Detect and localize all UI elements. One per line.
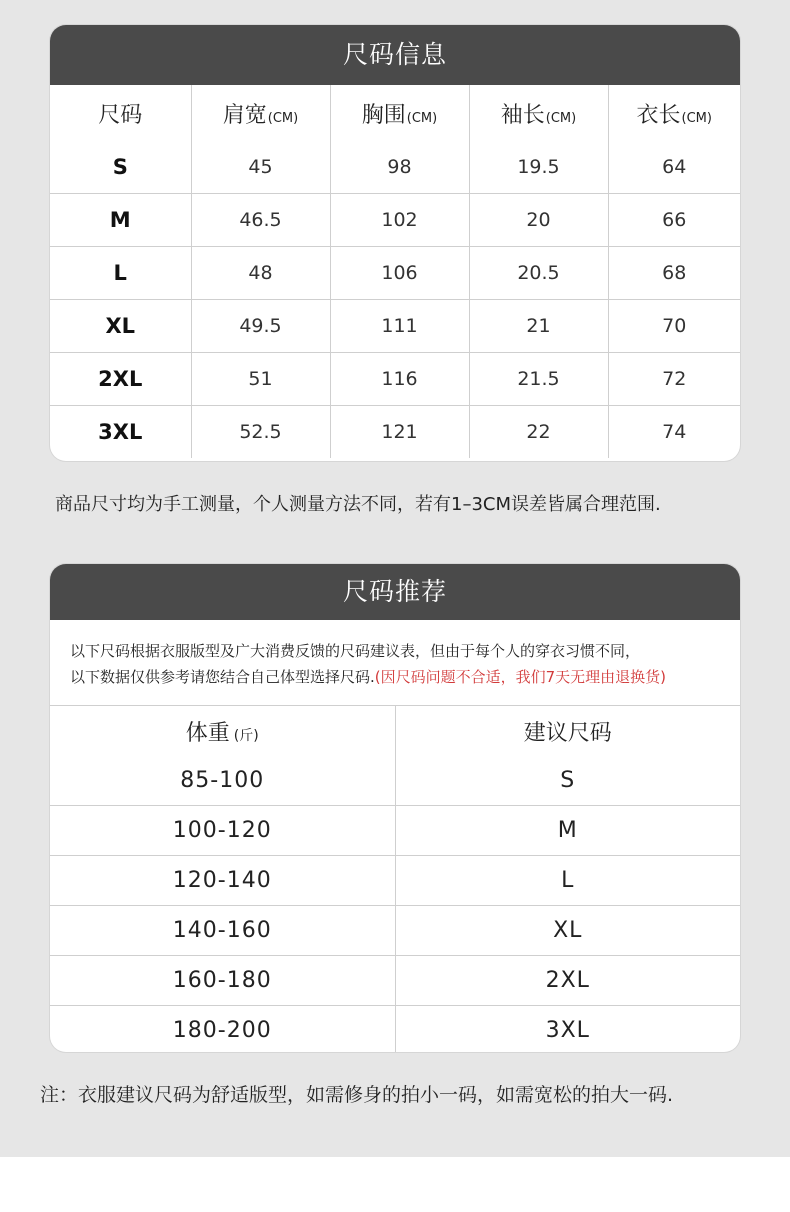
shoulder-cell: 51 <box>191 353 330 406</box>
shoulder-cell: 48 <box>191 247 330 300</box>
length-cell: 74 <box>662 421 687 443</box>
header-suggested-size <box>395 706 740 756</box>
size-cell: S <box>50 141 191 194</box>
weight-cell: 100-120 <box>50 806 395 856</box>
table-row <box>50 756 740 806</box>
table-row <box>50 353 740 406</box>
table-header-row <box>50 85 740 141</box>
sleeve-cell: 21.5 <box>469 353 608 406</box>
size-cell: 3XL <box>50 406 191 459</box>
suggested-size-cell: M <box>395 806 740 856</box>
table-row <box>50 247 740 300</box>
table-row <box>50 806 740 856</box>
header-label: 衣长 <box>636 102 681 128</box>
table-row <box>50 1006 740 1053</box>
weight-cell: 160-180 <box>50 956 395 1006</box>
size-recommend-card <box>50 564 740 1052</box>
suggested-size-cell: 2XL <box>395 956 740 1006</box>
length-cell: 68 <box>608 247 740 300</box>
chest-cell: 102 <box>330 194 469 247</box>
sleeve-cell: 21 <box>469 300 608 353</box>
length-cell: 66 <box>608 194 740 247</box>
header-length <box>608 85 740 141</box>
weight-cell: 85-100 <box>50 756 395 806</box>
chest-cell: 106 <box>330 247 469 300</box>
table-row <box>50 906 740 956</box>
shoulder-cell: 49.5 <box>191 300 330 353</box>
size-info-table <box>50 85 740 458</box>
chest-cell: 121 <box>330 406 469 459</box>
header-weight <box>50 706 395 756</box>
sleeve-cell: 19.5 <box>469 141 608 194</box>
size-cell: 2XL <box>50 353 191 406</box>
weight-cell: 180-200 <box>50 1006 395 1053</box>
size-cell: L <box>50 247 191 300</box>
header-sleeve <box>469 85 608 141</box>
shoulder-cell: 52.5 <box>191 406 330 459</box>
length-cell: 72 <box>608 353 740 406</box>
recommend-description <box>50 620 740 706</box>
weight-cell: 120-140 <box>50 856 395 906</box>
table-header-row <box>50 706 740 756</box>
table-row <box>50 956 740 1006</box>
suggested-size-cell: S <box>395 756 740 806</box>
size-info-card <box>50 25 740 461</box>
size-cell: M <box>50 194 191 247</box>
sleeve-cell: 22 <box>469 406 608 459</box>
size-recommend-title: 尺码推荐 <box>50 564 740 620</box>
chest-cell: 98 <box>330 141 469 194</box>
table-row <box>50 141 740 194</box>
fit-note: 注：衣服建议尺码为舒适版型，如需修身的拍小一码，如需宽松的拍大一码. <box>40 1084 674 1106</box>
weight-cell: 140-160 <box>50 906 395 956</box>
header-chest <box>330 85 469 141</box>
header-label: 肩宽 <box>222 102 267 128</box>
size-recommend-table <box>50 706 740 1052</box>
table-row <box>50 194 740 247</box>
shoulder-cell: 45 <box>191 141 330 194</box>
header-unit: (CM) <box>681 110 712 126</box>
sleeve-cell: 20 <box>469 194 608 247</box>
header-label: 体重 <box>185 720 230 746</box>
length-cell: 64 <box>608 141 740 194</box>
return-policy-warning: (因尺码问题不合适，我们7天无理由退换货) <box>374 668 667 686</box>
length-cell: 70 <box>608 300 740 353</box>
table-row <box>50 856 740 906</box>
header-unit: (CM) <box>267 110 299 126</box>
sleeve-cell: 20.5 <box>469 247 608 300</box>
chest-cell: 111 <box>330 300 469 353</box>
header-label: 胸围 <box>361 102 406 128</box>
header-unit: (斤) <box>233 727 259 744</box>
size-cell: XL <box>50 300 191 353</box>
recommend-desc-text: 以下数据仅供参考请您结合自己体型选择尺码. <box>70 668 375 686</box>
recommend-desc-line1: 以下尺码根据衣服版型及广大消费反馈的尺码建议表，但由于每个人的穿衣习惯不同， <box>70 642 641 660</box>
suggested-size-cell: L <box>395 856 740 906</box>
size-info-title: 尺码信息 <box>50 25 740 85</box>
header-label: 袖长 <box>500 102 545 128</box>
header-unit: (CM) <box>406 110 438 126</box>
header-label: 建议尺码 <box>523 720 612 746</box>
header-unit: (CM) <box>545 110 577 126</box>
header-shoulder <box>191 85 330 141</box>
shoulder-cell: 46.5 <box>191 194 330 247</box>
suggested-size-cell: 3XL <box>545 1018 590 1043</box>
table-row <box>50 406 740 459</box>
table-row <box>50 300 740 353</box>
header-label: 尺码 <box>98 102 143 128</box>
suggested-size-cell: XL <box>395 906 740 956</box>
measurement-note: 商品尺寸均为手工测量，个人测量方法不同，若有1–3CM误差皆属合理范围. <box>55 494 661 515</box>
header-size <box>50 85 191 141</box>
chest-cell: 116 <box>330 353 469 406</box>
recommend-desc-line2 <box>70 664 740 690</box>
